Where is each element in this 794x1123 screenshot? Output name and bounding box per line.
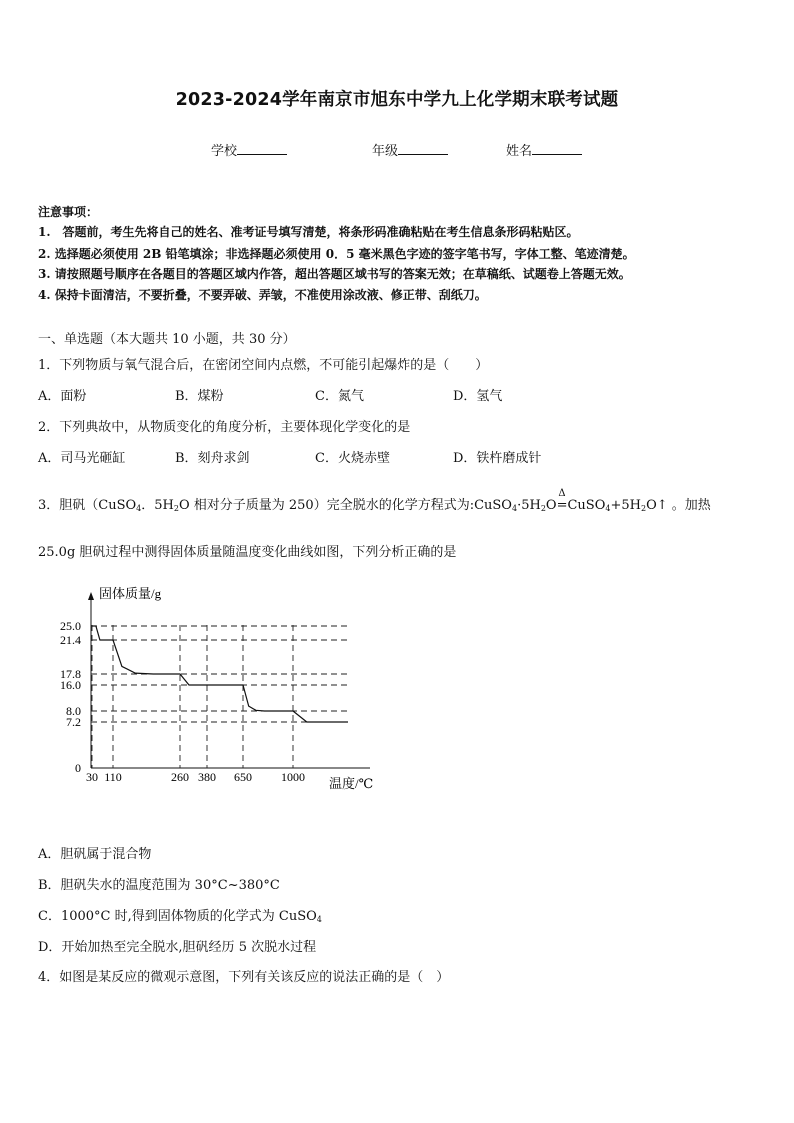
grade-label: 年级 <box>372 144 399 159</box>
question-3-stem <box>38 488 711 513</box>
chemical-equation <box>474 488 668 513</box>
y-axis-title: 固体质量/g <box>99 586 162 601</box>
y-tick-label: 16.0 <box>60 678 81 692</box>
q1-option-d[interactable]: D．氢气 <box>453 389 503 404</box>
question-4-stem: 4．如图是某反应的微观示意图，下列有关该反应的说法正确的是（ ） <box>38 970 450 985</box>
y-axis-arrow <box>88 592 94 600</box>
grade-field <box>372 140 448 159</box>
q3-text: ．5H <box>141 498 174 513</box>
q1-option-b[interactable]: B．煤粉 <box>175 389 224 404</box>
q3-text: 3．胆矾（CuSO <box>38 498 137 513</box>
notice-item: 3. 请按照题号顺序在各题目的答题区域内作答，超出答题区域书写的答案无效；在草稿纸、试题卷上答题无效。 <box>38 267 631 281</box>
school-field <box>211 140 287 159</box>
q3-option-c[interactable] <box>38 905 322 924</box>
y-tick-label: 25.0 <box>60 619 81 633</box>
eq-part: ·5H <box>517 498 541 513</box>
q3-option-c-sub: 4 <box>316 915 322 924</box>
name-blank[interactable] <box>532 143 582 155</box>
school-label: 学校 <box>211 144 238 159</box>
notice-item: 2. 选择题必须使用 2B 铅笔填涂；非选择题必须使用 0．5 毫米黑色字迹的签字笔书写，字体工整、笔迹清楚。 <box>38 247 635 261</box>
x-tick-label: 260 <box>171 770 189 784</box>
eq-part: +5H <box>610 498 641 513</box>
school-blank[interactable] <box>237 143 287 155</box>
q1-option-a[interactable]: A．面粉 <box>38 389 87 404</box>
x-tick-label: 650 <box>234 770 252 784</box>
q3-text: O 相对分子质量为 250）完全脱水的化学方程式为: <box>178 498 475 513</box>
notice-heading: 注意事项： <box>38 205 99 219</box>
eq-part: O↑ <box>646 498 668 513</box>
delta-symbol: Δ <box>558 488 566 499</box>
notice-item: 4. 保持卡面清洁，不要折叠，不要弄破、弄皱，不准使用涂改液、修正带、刮纸刀。 <box>38 288 487 302</box>
eq-part: CuSO <box>474 498 512 513</box>
q3-text: 。加热 <box>671 498 711 513</box>
q3-option-a[interactable]: A．胆矾属于混合物 <box>38 847 152 862</box>
eq-sub: 2 <box>540 504 546 513</box>
y-tick-label: 8.0 <box>66 704 81 718</box>
x-tick-label: 110 <box>104 770 122 784</box>
name-field <box>506 140 582 159</box>
q3-sub: 4 <box>136 504 142 513</box>
q2-option-d[interactable]: D．铁杵磨成针 <box>453 451 542 466</box>
y-tick-label: 17.8 <box>60 667 81 681</box>
q2-option-a[interactable]: A．司马光砸缸 <box>38 451 126 466</box>
heating-equals-sign: Δ = <box>556 488 568 513</box>
section-heading: 一、单选题（本大题共 10 小题，共 30 分） <box>38 332 296 347</box>
q2-option-c[interactable]: C．火烧赤壁 <box>315 451 390 466</box>
y-tick-label: 0 <box>75 761 81 775</box>
q3-option-b[interactable]: B．胆矾失水的温度范围为 30°C~380°C <box>38 878 280 893</box>
q3-option-c-text: C．1000°C 时,得到固体物质的化学式为 CuSO <box>38 909 317 924</box>
eq-part: CuSO <box>567 498 606 513</box>
eq-part: O <box>545 498 557 513</box>
x-axis-title: 温度/℃ <box>329 776 374 790</box>
notice-item: 1. 答题前，考生先将自己的姓名、准考证号填写清楚，将条形码准确粘贴在考生信息条形码粘贴区。 <box>38 225 579 239</box>
question-3-stem-cont: 25.0g 胆矾过程中测得固体质量随温度变化曲线如图，下列分析正确的是 <box>38 545 457 560</box>
q3-option-d[interactable]: D．开始加热至完全脱水,胆矾经历 5 次脱水过程 <box>38 940 317 955</box>
name-label: 姓名 <box>506 144 533 159</box>
eq-sub: 2 <box>640 504 647 513</box>
mass-curve <box>92 626 348 722</box>
grade-blank[interactable] <box>398 143 448 155</box>
q3-sub: 2 <box>173 504 179 513</box>
mass-temperature-chart <box>50 580 390 790</box>
eq-sub: 4 <box>605 504 611 513</box>
x-tick-label: 30 <box>86 770 98 784</box>
eq-sub: 4 <box>511 504 518 513</box>
x-tick-label: 380 <box>198 770 216 784</box>
q1-option-c[interactable]: C．氮气 <box>315 389 364 404</box>
y-tick-label: 7.2 <box>66 715 81 729</box>
question-2-stem: 2．下列典故中，从物质变化的角度分析，主要体现化学变化的是 <box>38 420 411 435</box>
y-tick-label: 21.4 <box>60 633 81 647</box>
q2-option-b[interactable]: B．刻舟求剑 <box>175 451 250 466</box>
page-title: 2023-2024学年南京市旭东中学九上化学期末联考试题 <box>175 90 619 110</box>
question-1-stem: 1．下列物质与氧气混合后，在密闭空间内点燃，不可能引起爆炸的是（ ） <box>38 358 489 373</box>
x-tick-label: 1000 <box>281 770 305 784</box>
